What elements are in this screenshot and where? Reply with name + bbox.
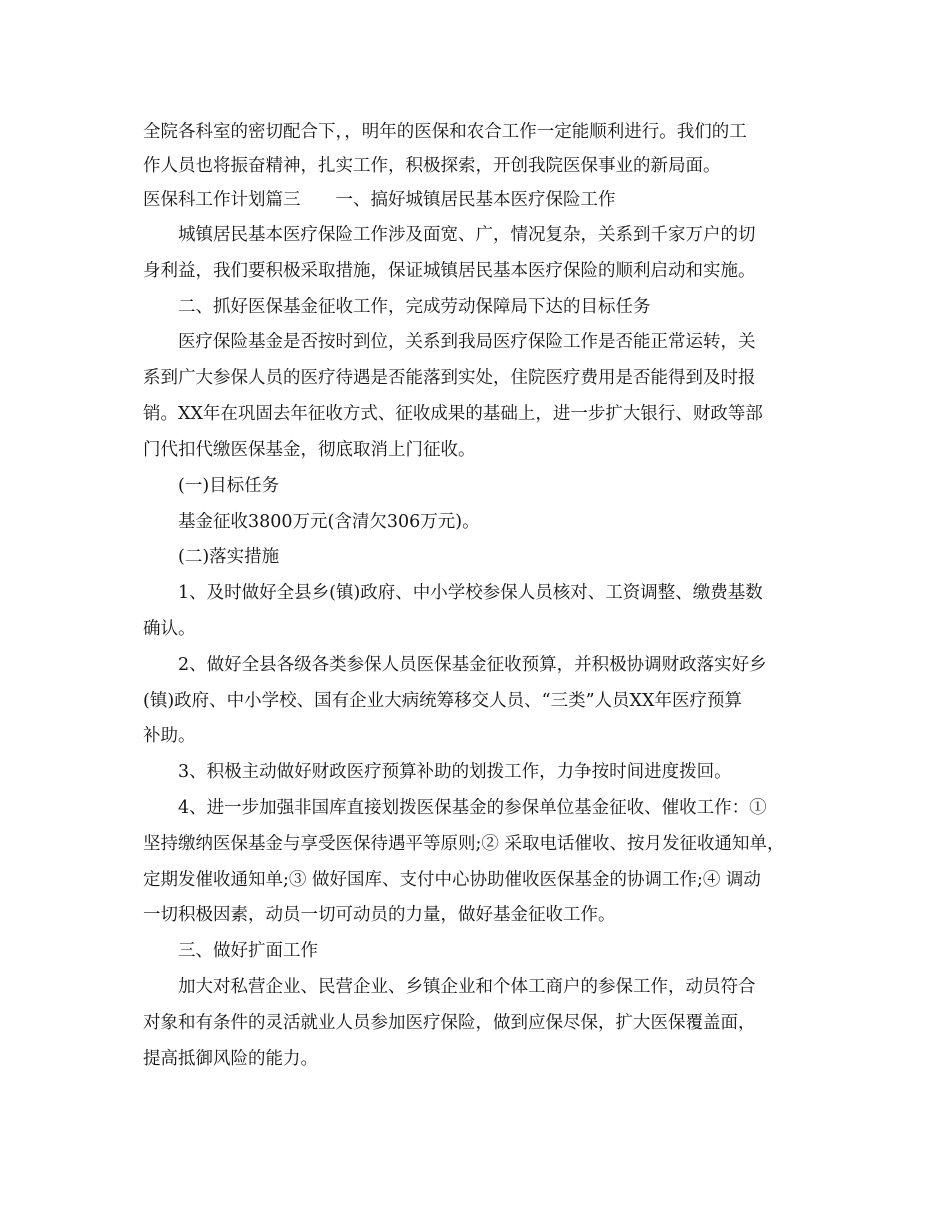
text-line: 基金征收3800万元(含清欠306万元)。 [178, 512, 480, 532]
text-line: 门代扣代缴医保基金，彻底取消上门征收。 [143, 440, 476, 460]
text-line: 确认。 [143, 619, 196, 639]
section-heading: 医保科工作计划篇三 一、搞好城镇居民基本医疗保险工作 [143, 190, 616, 210]
text-line: 加大对私营企业、民营企业、乡镇企业和个体工商户的参保工作，动员符合 [178, 977, 756, 997]
text-line: 坚持缴纳医保基金与享受医保待遇平等原则;② 采取电话催收、按月发征收通知单， [143, 834, 785, 854]
text-line: 销。XX年在巩固去年征收方式、征收成果的基础上，进一步扩大银行、财政等部 [143, 404, 763, 424]
text-line: 补助。 [143, 726, 196, 746]
subheading: (二)落实措施 [178, 547, 280, 567]
text-line: 提高抵御风险的能力。 [143, 1049, 318, 1069]
text-line: 定期发催收通知单;③ 做好国库、支付中心协助催收医保基金的协调工作;④ 调动 [143, 870, 761, 890]
text-line: 4、进一步加强非国库直接划拨医保基金的参保单位基金征收、催收工作：① [178, 798, 767, 818]
text-line: (镇)政府、中小学校、国有企业大病统筹移交人员、“三类”人员XX年医疗预算 [143, 691, 742, 711]
subheading: 三、做好扩面工作 [178, 941, 318, 961]
subheading: (一)目标任务 [178, 476, 280, 496]
text-line: 对象和有条件的灵活就业人员参加医疗保险，做到应保尽保，扩大医保覆盖面， [143, 1013, 756, 1033]
text-line: 身利益，我们要积极采取措施，保证城镇居民基本医疗保险的顺利启动和实施。 [143, 261, 756, 281]
subheading: 二、抓好医保基金征收工作，完成劳动保障局下达的目标任务 [178, 297, 651, 317]
text-line: 系到广大参保人员的医疗待遇是否能落到实处，住院医疗费用是否能得到及时报 [143, 368, 756, 388]
text-line: 1、及时做好全县乡(镇)政府、中小学校参保人员核对、工资调整、缴费基数 [178, 583, 763, 603]
text-line: 城镇居民基本医疗保险工作涉及面宽、广，情况复杂，关系到千家万户的切 [178, 225, 756, 245]
text-line: 2、做好全县各级各类参保人员医保基金征收预算，并积极协调财政落实好乡 [178, 655, 767, 675]
text-line: 作人员也将振奋精神，扎实工作，积极探索，开创我院医保事业的新局面。 [143, 156, 721, 176]
text-line: 医疗保险基金是否按时到位，关系到我局医疗保险工作是否能正常运转，关 [178, 332, 756, 352]
text-line: 一切积极因素，动员一切可动员的力量，做好基金征收工作。 [143, 905, 616, 925]
text-line: 全院各科室的密切配合下，，明年的医保和农合工作一定能顺利进行。我们的工 [143, 122, 747, 142]
text-line: 3、积极主动做好财政医疗预算补助的划拨工作，力争按时间进度拨回。 [178, 762, 732, 782]
